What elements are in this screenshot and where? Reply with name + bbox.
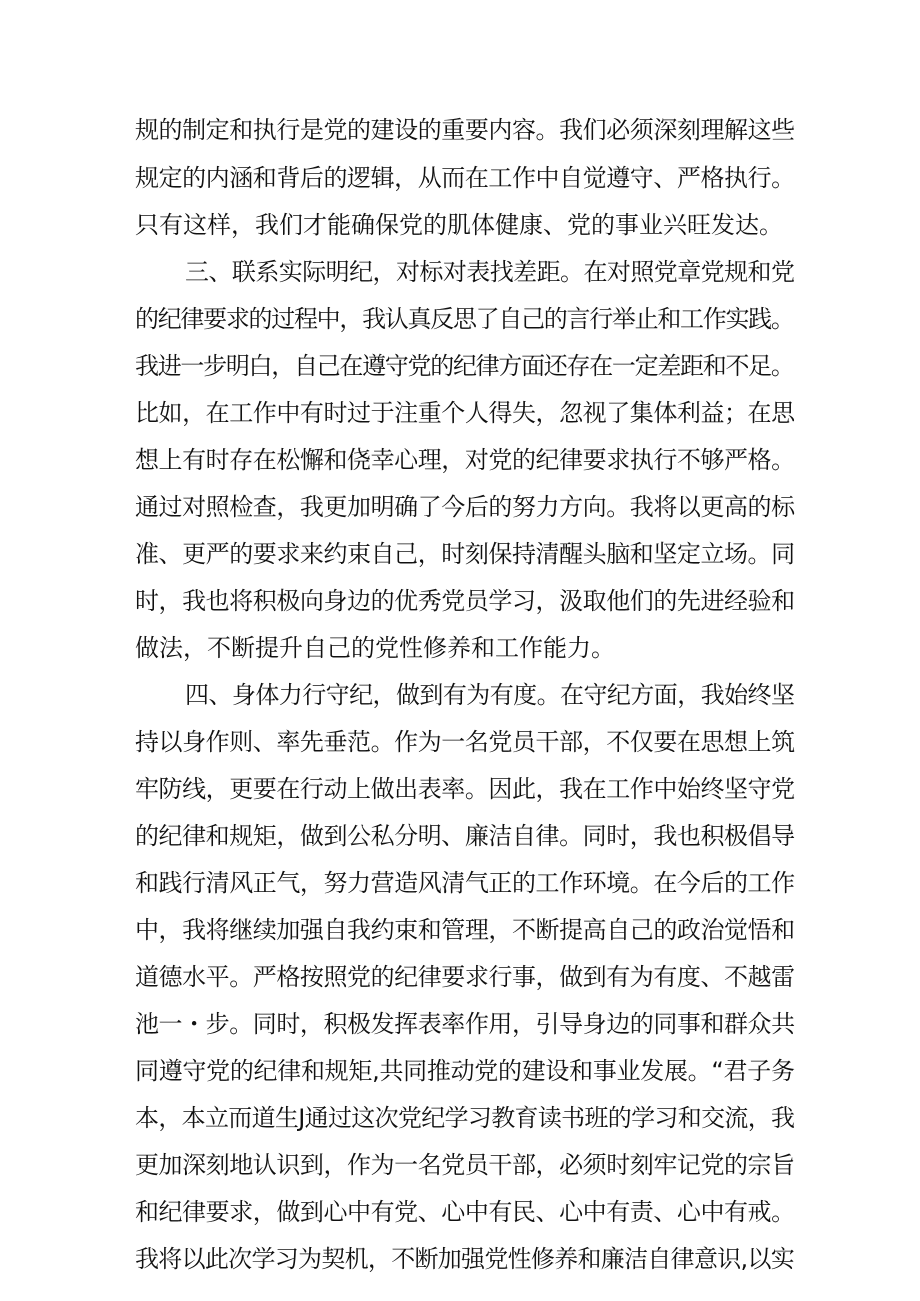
text-line: 只有这样，我们才能确保党的肌体健康、党的事业兴旺发达。 [135, 211, 783, 239]
section-three-heading-line: 三、联系实际明纪，对标对表找差距。在对照党章党规和党 [185, 258, 795, 286]
text-line: 本，本立而道生J通过这次党纪学习教育读书班的学习和交流，我 [135, 1104, 795, 1132]
text-line: 想上有时存在松懈和侥幸心理，对党的纪律要求执行不够严格。 [135, 446, 795, 474]
text-line: 准、更严的要求来约束自己，时刻保持清醒头脑和坚定立场。同 [135, 540, 795, 568]
text-line: 我进一步明白，自己在遵守党的纪律方面还存在一定差距和不足。 [135, 352, 794, 380]
text-line: 比如，在工作中有时过于注重个人得失，忽视了集体利益；在思 [135, 399, 795, 427]
text-line: 规定的内涵和背后的逻辑，从而在工作中自觉遵守、严格执行。 [135, 164, 795, 192]
text-line: 时，我也将积极向身边的优秀党员学习，汲取他们的先进经验和 [135, 587, 795, 615]
text-line: 的纪律和规矩，做到公私分明、廉洁自律。同时，我也积极倡导 [135, 822, 795, 850]
text-line: 通过对照检查，我更加明确了今后的努力方向。我将以更高的标 [135, 493, 795, 521]
text-line: 道德水平。严格按照党的纪律要求行事，做到有为有度、不越雷 [135, 963, 795, 991]
text-line: 规的制定和执行是党的建设的重要内容。我们必须深刻理解这些 [135, 116, 795, 144]
text-line: 中，我将继续加强自我约束和管理，不断提高自己的政治觉悟和 [135, 916, 795, 944]
text-line: 池一・步。同时，积极发挥表率作用，引导身边的同事和群众共 [135, 1010, 795, 1038]
text-line: 和纪律要求，做到心中有党、心中有民、心中有责、心中有戒。 [135, 1198, 795, 1226]
text-line: 持以身作则、率先垂范。作为一名党员干部，不仅要在思想上筑 [135, 728, 795, 756]
text-line: 更加深刻地认识到，作为一名党员干部，必须时刻牢记党的宗旨 [135, 1151, 795, 1179]
text-line: 我将以此次学习为契机，不断加强党性修养和廉洁自律意识,以实 [135, 1245, 795, 1273]
text-line: 做法，不断提升自己的党性修养和工作能力。 [135, 634, 615, 662]
text-line: 同遵守党的纪律和规矩,共同推动党的建设和事业发展。“君子务 [135, 1057, 795, 1085]
text-line: 和践行清风正气，努力营造风清气正的工作环境。在今后的工作 [135, 869, 795, 897]
section-four-heading-line: 四、身体力行守纪，做到有为有度。在守纪方面，我始终坚 [185, 681, 795, 709]
text-line: 的纪律要求的过程中，我认真反思了自己的言行举止和工作实践。 [135, 305, 794, 333]
text-line: 牢防线，更要在行动上做出表率。因此，我在工作中始终坚守党 [135, 775, 795, 803]
